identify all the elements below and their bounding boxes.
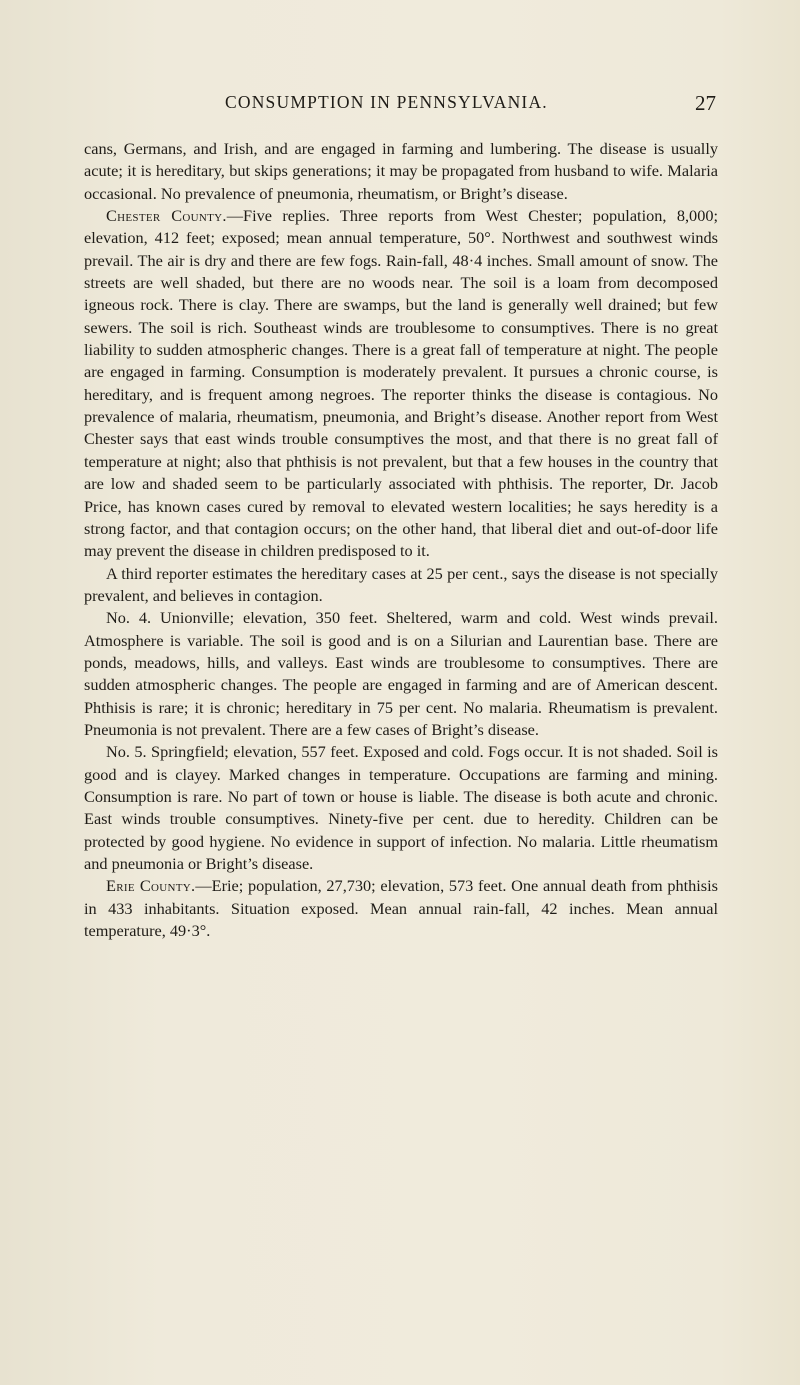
- paragraph-text: No. 4. Unionville; elevation, 350 feet. Sheltered, warm and cold. West winds prevail. Atmosphere is variable. The soil is good and is on a Silurian and Laurentian base. There are ponds, meadows, hills, and valleys. East winds are troublesome to consumptives. There are sudden atmospheric changes. The people are engaged in farming and are of American descent. Phthisis is rare; it is chronic; hereditary in 75 per cent. No malaria. Rheumatism is prevalent. Pneumonia is not prevalent. There are a few cases of Bright’s disease.: [84, 608, 718, 739]
- paragraph-text: cans, Germans, and Irish, and are engaged in farming and lumbering. The disease is usually acute; it is hereditary, but skips generations; it may be propagated from husband to wife. Malaria occasional. No prevalence of pneumonia, rheumatism, or Bright’s disease.: [84, 139, 718, 203]
- running-head: CONSUMPTION IN PENNSYLVANIA.: [225, 92, 548, 112]
- paragraph-text: —Erie; population, 27,730; elevation, 573 feet. One annual death from phthisis in 433 inhabitants. Situation exposed. Mean annual rain-fall, 42 inches. Mean annual temperature, 49·3°.: [84, 876, 718, 941]
- section-heading-chester-county: Chester County.: [106, 206, 227, 226]
- paragraph-third-reporter: [84, 563, 718, 608]
- paragraph-erie-county: [84, 875, 718, 942]
- paragraph-text: A third reporter estimates the hereditary cases at 25 per cent., says the disease is not specially prevalent, and believes in contagion.: [84, 563, 718, 605]
- paragraph-text: No. 5. Springfield; elevation, 557 feet. Exposed and cold. Fogs occur. It is not shaded. Soil is good and is clayey. Marked changes in temperature. Occupations are farming and mining. Consumption is rare. No part of town or house is liable. The disease is both acute and chronic. East winds trouble consumptives. Ninety-five per cent. due to heredity. Children can be protected by good hygiene. No evidence in support of infection. No malaria. Little rheumatism and pneumonia or Bright’s disease.: [84, 742, 718, 873]
- paragraph-text: —Five replies. Three reports from West Chester; population, 8,000; elevation, 412 feet; exposed; mean annual temperature, 50°. Northwest and southwest winds prevail. The air is dry and there are few fogs. Rain-fall, 48·4 inches. Small amount of snow. The streets are well shaded, but there are no woods near. The soil is a loam from decomposed igneous rock. There is clay. There are swamps, but the land is generally well drained; but few sewers. The soil is rich. Southeast winds are troublesome to consumptives. There is no great liability to sudden atmospheric changes. There is a great fall of temperature at night. The people are engaged in farming. Consumption is moderately prevalent. It pursues a chronic course, is hereditary, and is frequent among negroes. The reporter thinks the disease is contagious. No prevalence of malaria, rheumatism, pneumonia, and Bright’s disease. Another report from West Chester says that east winds trouble consumptives the most, and that there is no great fall of temperature at night; also that phthisis is not prevalent, but that a few houses in the country that are low and shaded seem to be particularly associated with phthisis. The reporter, Dr. Jacob Price, has known cases cured by removal to elevated western localities; he says heredity is a strong factor, and that contagion occurs; on the other hand, that liberal diet and out-of-door life may prevent the disease in children predisposed to it.: [84, 206, 718, 561]
- page-header: [0, 92, 800, 116]
- body-text: [84, 138, 718, 942]
- paragraph-continuation: [84, 138, 718, 205]
- paragraph-springfield: [84, 741, 718, 875]
- page-number: 27: [695, 91, 716, 115]
- paragraph-unionville: [84, 607, 718, 741]
- paragraph-chester-county: [84, 205, 718, 563]
- section-heading-erie-county: Erie County.: [106, 876, 196, 896]
